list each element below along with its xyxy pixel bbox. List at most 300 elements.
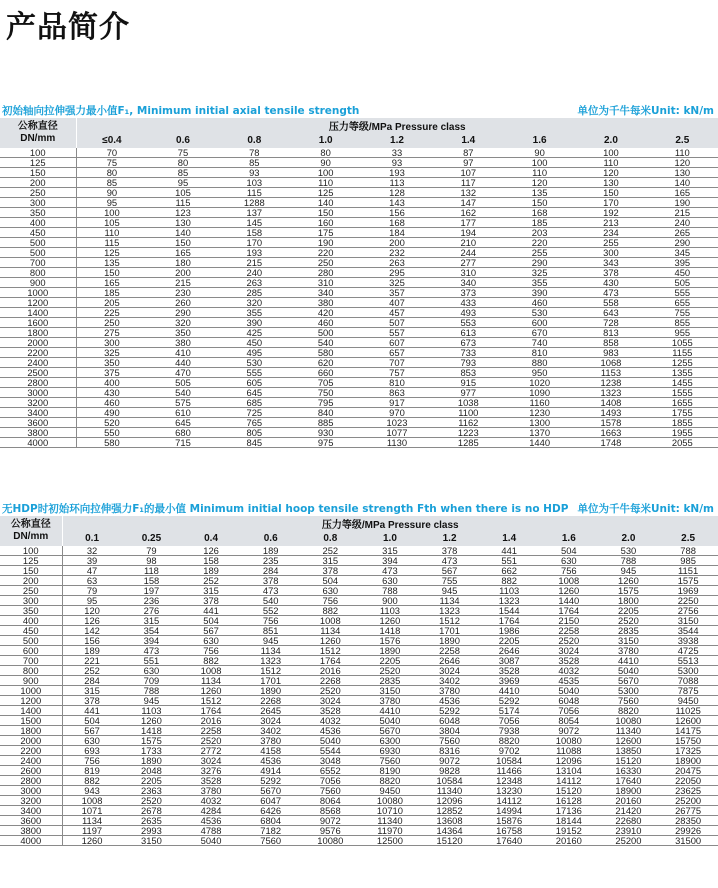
dn-cell: 3200	[0, 398, 76, 408]
table-row	[0, 596, 718, 606]
table-row	[0, 706, 718, 716]
table-cell: 3024	[241, 716, 301, 726]
table-cell: 882	[479, 576, 539, 586]
table-cell: 470	[147, 368, 218, 378]
table-cell: 158	[219, 228, 290, 238]
table-cell: 2646	[479, 646, 539, 656]
table-cell: 189	[181, 566, 241, 576]
table-cell: 120	[575, 168, 646, 178]
table-cell: 1260	[599, 576, 659, 586]
table-cell: 505	[647, 278, 718, 288]
table-cell: 1103	[479, 586, 539, 596]
table-cell: 79	[122, 546, 182, 556]
dn-cell: 3000	[0, 388, 76, 398]
table-cell: 315	[360, 546, 420, 556]
table-cell: 6426	[241, 806, 301, 816]
table-row	[0, 646, 718, 656]
table-cell: 3024	[301, 696, 361, 706]
table-cell: 530	[599, 546, 659, 556]
table-cell: 39	[62, 556, 122, 566]
table-cell: 5040	[599, 666, 659, 676]
table-cell: 244	[433, 248, 504, 258]
table-cell: 3969	[479, 676, 539, 686]
table-cell: 4788	[181, 826, 241, 836]
table-cell: 13608	[420, 816, 480, 826]
table-cell: 1890	[241, 686, 301, 696]
table-cell: 180	[147, 258, 218, 268]
table-cell: 14175	[658, 726, 718, 736]
table-cell: 507	[361, 318, 432, 328]
table-cell: 150	[147, 238, 218, 248]
table-cell: 945	[420, 586, 480, 596]
table-cell: 550	[76, 428, 147, 438]
dn-cell: 300	[0, 596, 62, 606]
table-cell: 530	[504, 308, 575, 318]
table-cell: 1455	[647, 378, 718, 388]
dn-cell: 1000	[0, 686, 62, 696]
table-cell: 495	[219, 348, 290, 358]
table-cell: 140	[647, 178, 718, 188]
table-cell: 85	[219, 158, 290, 168]
table-cell: 3402	[420, 676, 480, 686]
table-cell: 433	[433, 298, 504, 308]
table-cell: 605	[219, 378, 290, 388]
table-cell: 375	[76, 368, 147, 378]
table-cell: 1134	[62, 816, 122, 826]
table-cell: 236	[122, 596, 182, 606]
table-row	[0, 766, 718, 776]
table-cell: 1038	[433, 398, 504, 408]
table-cell: 7560	[301, 786, 361, 796]
table-cell: 110	[647, 148, 718, 158]
table-cell: 2268	[241, 696, 301, 706]
table-cell: 5040	[539, 686, 599, 696]
table-cell: 680	[147, 428, 218, 438]
table-cell: 1020	[504, 378, 575, 388]
table-cell: 10080	[599, 716, 659, 726]
dn-cell: 3800	[0, 826, 62, 836]
table-cell: 1103	[122, 706, 182, 716]
table-cell: 788	[599, 556, 659, 566]
pressure-class-1: ≤0.4	[76, 133, 147, 148]
dn-cell: 1400	[0, 706, 62, 716]
table-cell: 943	[62, 786, 122, 796]
table-cell: 3024	[181, 756, 241, 766]
table-cell: 1855	[647, 418, 718, 428]
table-cell: 460	[76, 398, 147, 408]
table-cell: 215	[647, 208, 718, 218]
table-cell: 285	[219, 288, 290, 298]
table-cell: 7938	[479, 726, 539, 736]
table-cell: 3024	[420, 666, 480, 676]
table-cell: 395	[647, 258, 718, 268]
table-cell: 407	[361, 298, 432, 308]
table1-unit: 单位为千牛每米Unit: kN/m	[577, 105, 714, 117]
table-cell: 110	[575, 158, 646, 168]
pressure-class-6: 1.4	[433, 133, 504, 148]
table-cell: 3087	[479, 656, 539, 666]
table-cell: 715	[147, 438, 218, 448]
table-cell: 15120	[420, 836, 480, 846]
table-cell: 23625	[658, 786, 718, 796]
table-cell: 420	[290, 308, 361, 318]
dn-cell: 2000	[0, 338, 76, 348]
table-cell: 135	[76, 258, 147, 268]
table-cell: 840	[290, 408, 361, 418]
table-cell: 128	[361, 188, 432, 198]
pressure-class-4: 1.0	[290, 133, 361, 148]
dn-cell: 2200	[0, 746, 62, 756]
table-cell: 175	[290, 228, 361, 238]
table-cell: 1800	[599, 596, 659, 606]
table-row	[0, 816, 718, 826]
table-cell: 28350	[658, 816, 718, 826]
hoop-strength-table	[0, 516, 718, 846]
table-cell: 430	[76, 388, 147, 398]
table-cell: 1008	[301, 616, 361, 626]
table-row	[0, 716, 718, 726]
table-cell: 325	[361, 278, 432, 288]
table-cell: 132	[433, 188, 504, 198]
table-cell: 100	[290, 168, 361, 178]
table-cell: 147	[433, 198, 504, 208]
table-cell: 1701	[420, 626, 480, 636]
table-cell: 630	[181, 636, 241, 646]
table-cell: 645	[147, 418, 218, 428]
table-cell: 970	[361, 408, 432, 418]
table-cell: 2520	[539, 636, 599, 646]
table-cell: 11025	[658, 706, 718, 716]
table-row	[0, 158, 718, 168]
table-row	[0, 666, 718, 676]
table-cell: 1890	[360, 646, 420, 656]
table-cell: 4284	[181, 806, 241, 816]
table-cell: 11088	[539, 746, 599, 756]
table-row	[0, 378, 718, 388]
table-cell: 215	[147, 278, 218, 288]
table-cell: 945	[122, 696, 182, 706]
dn-header	[0, 516, 62, 546]
table-cell: 2756	[658, 606, 718, 616]
table-cell: 47	[62, 566, 122, 576]
pressure-class-9: 2.5	[647, 133, 718, 148]
dn-cell: 250	[0, 586, 62, 596]
table-row	[0, 338, 718, 348]
table-cell: 115	[219, 188, 290, 198]
table-cell: 5544	[301, 746, 361, 756]
table-cell: 5174	[479, 706, 539, 716]
dn-header-en: DN/mm	[13, 531, 49, 542]
table-cell: 4410	[360, 706, 420, 716]
table-cell: 1323	[241, 656, 301, 666]
table-cell: 20475	[658, 766, 718, 776]
table-cell: 23910	[599, 826, 659, 836]
table-cell: 95	[76, 198, 147, 208]
dn-cell: 2600	[0, 766, 62, 776]
table-row	[0, 318, 718, 328]
table-cell: 7560	[360, 756, 420, 766]
table-cell: 107	[433, 168, 504, 178]
table-cell: 788	[122, 686, 182, 696]
table-cell: 1130	[361, 438, 432, 448]
table-cell: 1655	[647, 398, 718, 408]
table-cell: 130	[147, 218, 218, 228]
table-cell: 2205	[122, 776, 182, 786]
table-cell: 252	[301, 546, 361, 556]
table-cell: 8190	[360, 766, 420, 776]
table-cell: 21420	[599, 806, 659, 816]
table-cell: 530	[219, 358, 290, 368]
table-cell: 118	[122, 566, 182, 576]
table-cell: 300	[76, 338, 147, 348]
table-cell: 11970	[360, 826, 420, 836]
table-cell: 22050	[658, 776, 718, 786]
table-cell: 6048	[539, 696, 599, 706]
table-cell: 350	[147, 328, 218, 338]
table-cell: 117	[433, 178, 504, 188]
table-cell: 90	[290, 158, 361, 168]
table-row	[0, 208, 718, 218]
table-cell: 819	[62, 766, 122, 776]
dn-cell: 800	[0, 666, 62, 676]
table-cell: 473	[241, 586, 301, 596]
table-cell: 7056	[539, 706, 599, 716]
table-cell: 853	[433, 368, 504, 378]
dn-cell: 800	[0, 268, 76, 278]
table-cell: 425	[219, 328, 290, 338]
table-row	[0, 198, 718, 208]
table-cell: 765	[219, 418, 290, 428]
table-cell: 707	[361, 358, 432, 368]
table-cell: 1260	[301, 636, 361, 646]
table-row	[0, 836, 718, 846]
table-cell: 4914	[241, 766, 301, 776]
table-cell: 1055	[647, 338, 718, 348]
table-cell: 378	[241, 576, 301, 586]
table-row	[0, 656, 718, 666]
table-cell: 2150	[539, 616, 599, 626]
table-cell: 93	[219, 168, 290, 178]
table-row	[0, 438, 718, 448]
table-row	[0, 696, 718, 706]
table-cell: 620	[290, 358, 361, 368]
table-cell: 276	[122, 606, 182, 616]
pressure-class-4: 0.6	[241, 531, 301, 546]
table1-header	[0, 103, 718, 117]
table-row	[0, 636, 718, 646]
table-row	[0, 368, 718, 378]
pressure-class-7: 1.2	[420, 531, 480, 546]
table-cell: 26775	[658, 806, 718, 816]
table-cell: 460	[290, 318, 361, 328]
dn-header-cn: 公称直径	[17, 121, 58, 132]
table-cell: 4032	[301, 716, 361, 726]
table-cell: 2645	[241, 706, 301, 716]
table-cell: 4725	[658, 646, 718, 656]
table-cell: 1555	[647, 388, 718, 398]
table-cell: 105	[147, 188, 218, 198]
pressure-class-row	[0, 133, 718, 148]
table-cell: 955	[647, 328, 718, 338]
table-cell: 567	[181, 626, 241, 636]
dn-cell: 250	[0, 188, 76, 198]
table-cell: 555	[219, 368, 290, 378]
table-cell: 215	[219, 258, 290, 268]
table2-header	[0, 501, 718, 515]
table-cell: 6804	[241, 816, 301, 826]
dn-cell: 150	[0, 566, 62, 576]
table-cell: 252	[62, 666, 122, 676]
table-cell: 11340	[420, 786, 480, 796]
dn-cell: 3200	[0, 796, 62, 806]
table-cell: 2250	[658, 596, 718, 606]
table-cell: 15876	[479, 816, 539, 826]
table-cell: 130	[647, 168, 718, 178]
table-cell: 345	[647, 248, 718, 258]
dn-cell: 200	[0, 576, 62, 586]
table-cell: 630	[301, 586, 361, 596]
table-cell: 197	[122, 586, 182, 596]
table-cell: 9828	[420, 766, 480, 776]
table-cell: 205	[76, 298, 147, 308]
table-cell: 1090	[504, 388, 575, 398]
table-cell: 2772	[181, 746, 241, 756]
pressure-class-8: 2.0	[575, 133, 646, 148]
table-cell: 2258	[181, 726, 241, 736]
table-cell: 520	[76, 418, 147, 428]
table-cell: 1512	[301, 646, 361, 656]
dn-cell: 1800	[0, 726, 62, 736]
table-cell: 63	[62, 576, 122, 586]
table-cell: 3150	[122, 836, 182, 846]
table-cell: 10080	[539, 736, 599, 746]
table2-unit: 单位为千牛每米Unit: kN/m	[577, 503, 714, 515]
table-cell: 885	[290, 418, 361, 428]
table-cell: 394	[360, 556, 420, 566]
table-cell: 1223	[433, 428, 504, 438]
table-cell: 184	[361, 228, 432, 238]
table-cell: 225	[76, 308, 147, 318]
table-cell: 235	[241, 556, 301, 566]
table-cell: 580	[290, 348, 361, 358]
table-cell: 87	[433, 148, 504, 158]
table-cell: 340	[290, 288, 361, 298]
table-cell: 1260	[360, 616, 420, 626]
table-cell: 1155	[647, 348, 718, 358]
table-cell: 630	[122, 666, 182, 676]
table-cell: 295	[361, 268, 432, 278]
table-cell: 2678	[122, 806, 182, 816]
dn-cell: 350	[0, 606, 62, 616]
table-cell: 630	[62, 736, 122, 746]
table-cell: 1764	[539, 606, 599, 616]
table-cell: 740	[504, 338, 575, 348]
table-cell: 460	[504, 298, 575, 308]
table-cell: 7056	[479, 716, 539, 726]
table-cell: 8820	[360, 776, 420, 786]
table-cell: 3402	[241, 726, 301, 736]
dn-cell: 4000	[0, 438, 76, 448]
table-cell: 1134	[301, 626, 361, 636]
table-cell: 1575	[122, 736, 182, 746]
table-cell: 810	[361, 378, 432, 388]
table-cell: 5292	[420, 706, 480, 716]
table-row	[0, 358, 718, 368]
table-cell: 378	[62, 696, 122, 706]
table-cell: 567	[62, 726, 122, 736]
table-cell: 1230	[504, 408, 575, 418]
table-cell: 756	[539, 566, 599, 576]
table-cell: 113	[361, 178, 432, 188]
table-cell: 2993	[122, 826, 182, 836]
table-cell: 504	[62, 716, 122, 726]
pressure-class-6: 1.0	[360, 531, 420, 546]
table-cell: 1512	[181, 696, 241, 706]
table-cell: 733	[433, 348, 504, 358]
table-row	[0, 806, 718, 816]
table-cell: 1578	[575, 418, 646, 428]
table-row	[0, 228, 718, 238]
table-cell: 450	[647, 268, 718, 278]
table-cell: 851	[241, 626, 301, 636]
table-row	[0, 268, 718, 278]
table-cell: 11466	[479, 766, 539, 776]
table-cell: 2048	[122, 766, 182, 776]
table-cell: 10710	[360, 806, 420, 816]
table-cell: 5513	[658, 656, 718, 666]
dn-cell: 700	[0, 258, 76, 268]
table-cell: 3780	[599, 646, 659, 656]
pressure-class-5: 0.8	[301, 531, 361, 546]
table-cell: 863	[361, 388, 432, 398]
table-cell: 3780	[181, 786, 241, 796]
dn-cell: 1200	[0, 298, 76, 308]
table-cell: 473	[575, 288, 646, 298]
table-cell: 232	[361, 248, 432, 258]
table-cell: 882	[62, 776, 122, 786]
table-cell: 78	[219, 148, 290, 158]
table-cell: 93	[361, 158, 432, 168]
table-cell: 12600	[658, 716, 718, 726]
table-cell: 150	[290, 208, 361, 218]
table-cell: 915	[433, 378, 504, 388]
table-row	[0, 328, 718, 338]
table-cell: 7560	[241, 836, 301, 846]
table-cell: 1134	[181, 676, 241, 686]
table-cell: 882	[301, 606, 361, 616]
table-cell: 310	[290, 278, 361, 288]
table-cell: 1512	[241, 666, 301, 676]
table-cell: 97	[433, 158, 504, 168]
pressure-class-11: 2.5	[658, 531, 718, 546]
table-cell: 1285	[433, 438, 504, 448]
table-cell: 7560	[420, 736, 480, 746]
table-cell: 2055	[647, 438, 718, 448]
table-cell: 757	[361, 368, 432, 378]
table-cell: 1077	[361, 428, 432, 438]
dn-cell: 125	[0, 556, 62, 566]
table-cell: 1323	[420, 606, 480, 616]
table-cell: 930	[290, 428, 361, 438]
table-row	[0, 796, 718, 806]
table-cell: 150	[575, 188, 646, 198]
table-cell: 4536	[241, 756, 301, 766]
table-cell: 985	[658, 556, 718, 566]
table-cell: 194	[433, 228, 504, 238]
table-cell: 950	[504, 368, 575, 378]
table-cell: 756	[301, 596, 361, 606]
table-cell: 13104	[539, 766, 599, 776]
